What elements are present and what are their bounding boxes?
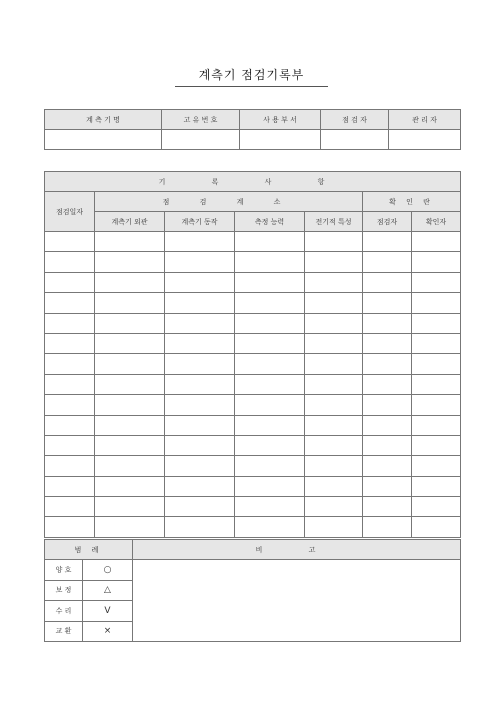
- record-cell[interactable]: [363, 395, 412, 415]
- manager-cell[interactable]: [389, 130, 461, 150]
- record-cell[interactable]: [412, 272, 461, 292]
- header-checker: 점검자: [363, 212, 412, 232]
- table-row: [45, 333, 461, 353]
- header-inspector: 점 검 자: [321, 110, 389, 130]
- header-operation: 계측기 동작: [165, 212, 235, 232]
- header-measuring-ability: 측정 능력: [235, 212, 305, 232]
- record-cell[interactable]: [45, 456, 95, 476]
- header-confirmer: 확인자: [412, 212, 461, 232]
- record-cell[interactable]: [235, 333, 305, 353]
- legend-label-good: 양 호: [45, 560, 83, 581]
- table-row: [45, 395, 461, 415]
- record-cell[interactable]: [165, 497, 235, 517]
- record-cell[interactable]: [95, 395, 165, 415]
- record-cell[interactable]: [412, 313, 461, 333]
- record-cell[interactable]: [95, 272, 165, 292]
- cross-symbol-icon: ×: [83, 621, 133, 642]
- table-row: [45, 232, 461, 252]
- table-row: [45, 252, 461, 272]
- legend-header: 범 례: [45, 540, 133, 560]
- record-cell[interactable]: [235, 374, 305, 394]
- record-cell[interactable]: [363, 517, 412, 537]
- record-cell[interactable]: [412, 395, 461, 415]
- record-cell[interactable]: [235, 272, 305, 292]
- equipment-name-cell[interactable]: [45, 130, 162, 150]
- record-cell[interactable]: [95, 497, 165, 517]
- record-cell[interactable]: [165, 333, 235, 353]
- record-cell[interactable]: [235, 435, 305, 455]
- record-cell[interactable]: [305, 272, 363, 292]
- record-cell[interactable]: [165, 476, 235, 496]
- record-cell[interactable]: [95, 293, 165, 313]
- record-cell[interactable]: [45, 497, 95, 517]
- remarks-area[interactable]: [133, 560, 461, 642]
- record-cell[interactable]: [305, 313, 363, 333]
- page-title: 계측기 점검기록부: [198, 68, 305, 82]
- record-cell[interactable]: [235, 252, 305, 272]
- record-cell[interactable]: [363, 476, 412, 496]
- record-cell[interactable]: [412, 252, 461, 272]
- record-cell[interactable]: [235, 415, 305, 435]
- record-cell[interactable]: [412, 333, 461, 353]
- record-cell[interactable]: [95, 252, 165, 272]
- record-cell[interactable]: [363, 313, 412, 333]
- record-cell[interactable]: [235, 354, 305, 374]
- record-cell[interactable]: [165, 456, 235, 476]
- record-cell[interactable]: [165, 272, 235, 292]
- record-cell[interactable]: [45, 354, 95, 374]
- record-cell[interactable]: [165, 313, 235, 333]
- header-serial-number: 고 유 번 호: [162, 110, 240, 130]
- record-cell[interactable]: [363, 456, 412, 476]
- record-cell[interactable]: [412, 517, 461, 537]
- record-cell[interactable]: [165, 354, 235, 374]
- title-underline: [175, 86, 328, 87]
- record-cell[interactable]: [412, 232, 461, 252]
- record-cell[interactable]: [412, 415, 461, 435]
- record-cell[interactable]: [45, 476, 95, 496]
- record-cell[interactable]: [305, 395, 363, 415]
- record-cell[interactable]: [412, 374, 461, 394]
- record-cell[interactable]: [235, 232, 305, 252]
- record-cell[interactable]: [363, 354, 412, 374]
- record-cell[interactable]: [45, 333, 95, 353]
- header-inspection-items: 점 검 계 소: [95, 192, 363, 212]
- record-cell[interactable]: [412, 497, 461, 517]
- record-cell[interactable]: [165, 435, 235, 455]
- record-cell[interactable]: [95, 374, 165, 394]
- record-cell[interactable]: [165, 517, 235, 537]
- record-cell[interactable]: [95, 456, 165, 476]
- table-row: [45, 272, 461, 292]
- record-cell[interactable]: [45, 415, 95, 435]
- record-cell[interactable]: [305, 497, 363, 517]
- record-cell[interactable]: [235, 476, 305, 496]
- record-cell[interactable]: [305, 252, 363, 272]
- record-cell[interactable]: [363, 333, 412, 353]
- record-cell[interactable]: [45, 517, 95, 537]
- record-cell[interactable]: [363, 252, 412, 272]
- table-row: [45, 456, 461, 476]
- triangle-symbol-icon: △: [83, 580, 133, 601]
- legend-table: [44, 539, 461, 642]
- record-cell[interactable]: [235, 293, 305, 313]
- record-cell[interactable]: [165, 395, 235, 415]
- table-row: [45, 293, 461, 313]
- serial-number-cell[interactable]: [162, 130, 240, 150]
- record-cell[interactable]: [45, 272, 95, 292]
- record-cell[interactable]: [95, 435, 165, 455]
- header-appearance: 계측기 외관: [95, 212, 165, 232]
- equipment-info-table: [44, 109, 461, 150]
- record-cell[interactable]: [363, 272, 412, 292]
- circle-symbol-icon: ○: [83, 560, 133, 581]
- record-cell[interactable]: [363, 293, 412, 313]
- record-cell[interactable]: [305, 517, 363, 537]
- record-cell[interactable]: [305, 232, 363, 252]
- record-cell[interactable]: [165, 252, 235, 272]
- section-title: 기 록 사 항: [45, 172, 461, 192]
- header-department: 사 용 부 서: [240, 110, 321, 130]
- record-cell[interactable]: [412, 354, 461, 374]
- record-cell[interactable]: [363, 232, 412, 252]
- legend-label-repair: 수 리: [45, 601, 83, 622]
- header-electrical-characteristics: 전기적 특성: [305, 212, 363, 232]
- record-cell[interactable]: [235, 313, 305, 333]
- check-symbol-icon: V: [83, 601, 133, 622]
- inspection-record-table: [44, 171, 461, 538]
- table-row: [45, 374, 461, 394]
- record-cell[interactable]: [412, 456, 461, 476]
- table-row: [45, 517, 461, 537]
- record-cell[interactable]: [305, 333, 363, 353]
- record-cell[interactable]: [45, 293, 95, 313]
- table-row: [45, 415, 461, 435]
- record-cell[interactable]: [45, 232, 95, 252]
- header-equipment-name: 계 측 기 명: [45, 110, 162, 130]
- record-cell[interactable]: [95, 415, 165, 435]
- header-inspection-date: 점검일자: [45, 192, 95, 232]
- record-cell[interactable]: [45, 252, 95, 272]
- department-cell[interactable]: [240, 130, 321, 150]
- record-cell[interactable]: [363, 435, 412, 455]
- header-confirmation: 확 인 란: [363, 192, 461, 212]
- record-cell[interactable]: [305, 456, 363, 476]
- record-cell[interactable]: [165, 374, 235, 394]
- record-cell[interactable]: [95, 517, 165, 537]
- record-cell[interactable]: [45, 374, 95, 394]
- record-cell[interactable]: [235, 497, 305, 517]
- table-row: [45, 435, 461, 455]
- table-row: [45, 497, 461, 517]
- record-cell[interactable]: [235, 517, 305, 537]
- table-row: [45, 313, 461, 333]
- legend-label-replace: 교 환: [45, 621, 83, 642]
- record-cell[interactable]: [412, 293, 461, 313]
- record-cell[interactable]: [305, 415, 363, 435]
- record-cell[interactable]: [305, 476, 363, 496]
- record-cell[interactable]: [95, 476, 165, 496]
- record-cell[interactable]: [363, 415, 412, 435]
- record-cell[interactable]: [305, 374, 363, 394]
- record-cell[interactable]: [95, 313, 165, 333]
- record-cell[interactable]: [363, 497, 412, 517]
- record-cell[interactable]: [45, 395, 95, 415]
- legend-label-calibration: 보 정: [45, 580, 83, 601]
- header-manager: 관 리 자: [389, 110, 461, 130]
- record-cell[interactable]: [305, 354, 363, 374]
- record-cell[interactable]: [305, 435, 363, 455]
- record-cell[interactable]: [363, 374, 412, 394]
- record-cell[interactable]: [45, 313, 95, 333]
- record-cell[interactable]: [45, 435, 95, 455]
- record-cell[interactable]: [95, 354, 165, 374]
- table-row: [45, 354, 461, 374]
- record-cell[interactable]: [305, 293, 363, 313]
- record-cell[interactable]: [412, 476, 461, 496]
- record-cell[interactable]: [165, 415, 235, 435]
- record-cell[interactable]: [95, 333, 165, 353]
- inspector-cell[interactable]: [321, 130, 389, 150]
- record-cell[interactable]: [165, 232, 235, 252]
- table-row: [45, 476, 461, 496]
- record-cell[interactable]: [235, 395, 305, 415]
- record-cell[interactable]: [95, 232, 165, 252]
- record-cell[interactable]: [165, 293, 235, 313]
- record-cell[interactable]: [412, 435, 461, 455]
- record-cell[interactable]: [235, 456, 305, 476]
- remarks-header: 비 고: [133, 540, 461, 560]
